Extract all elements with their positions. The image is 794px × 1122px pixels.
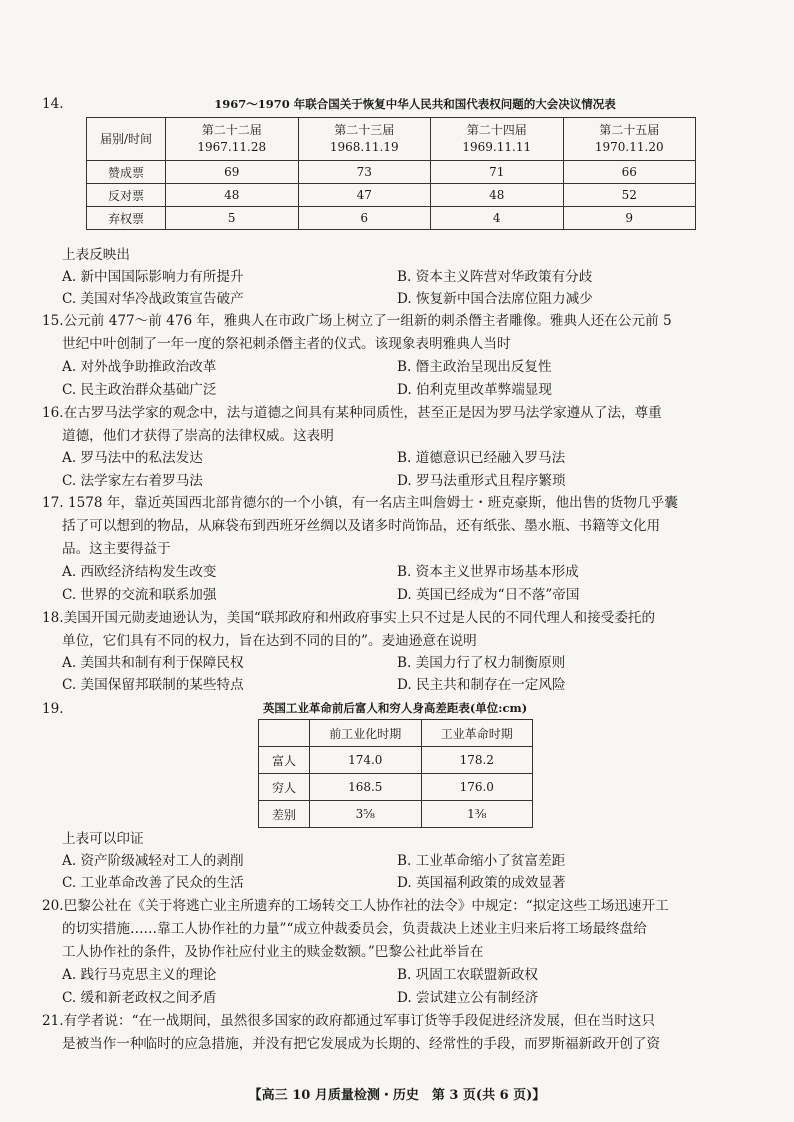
table-cell: 174.0: [310, 747, 422, 774]
table-cell: 48: [166, 184, 299, 207]
q20-line-2: 的切实措施……靠工人协作社的力量”“成立仲裁委员会，负责裁决上述业主归来后将工场最终盘给: [62, 921, 647, 937]
table-cell: 48: [431, 184, 564, 207]
table-cell: 差别: [259, 801, 310, 828]
table-cell: 176.0: [421, 774, 533, 801]
q14-option-a[interactable]: A. 新中国国际影响力有所提升: [62, 269, 244, 285]
page-footer: 【高三 10 月质量检测・历史 第 3 页(共 6 页)】: [248, 1088, 546, 1103]
q15-line-1: 15.公元前 477～前 476 年，雅典人在市政广场上树立了一组新的刺杀僭主者雕像。雅典人还在公元前 5: [42, 313, 672, 329]
q16-option-b[interactable]: B. 道德意识已经融入罗马法: [397, 450, 566, 466]
q18-option-b[interactable]: B. 美国力行了权力制衡原则: [397, 655, 566, 671]
table-row: [259, 774, 533, 801]
table-cell: 47: [298, 184, 431, 207]
table-cell: 1⅜: [421, 801, 533, 828]
table-header-cell: 第二十四届 1969.11.11: [431, 118, 564, 161]
table-row: [87, 184, 696, 207]
q20-option-b[interactable]: B. 巩固工农联盟新政权: [397, 967, 538, 983]
table-row: [259, 801, 533, 828]
table-cell: 178.2: [421, 747, 533, 774]
table-cell: 弃权票: [87, 207, 166, 230]
q14-table-caption: 1967～1970 年联合国关于恢复中华人民共和国代表权问题的大会决议情况表: [214, 97, 616, 111]
q15-line-2: 世纪中叶创制了一年一度的祭祀刺杀僭主者的仪式。该现象表明雅典人当时: [62, 336, 511, 352]
table-cell: 52: [563, 184, 696, 207]
q17-line-1: 17. 1578 年，靠近英国西北部肯德尔的一个小镇，有一名店主叫詹姆士・班克豪斯，他出售的货物几乎囊: [42, 495, 678, 511]
table-cell: 赞成票: [87, 161, 166, 184]
table-cell: 66: [563, 161, 696, 184]
q17-option-b[interactable]: B. 资本主义世界市场基本形成: [397, 564, 579, 580]
q21-line-2: 是被当作一种临时的应急措施，并没有把它发展成为长期的、经常性的手段，而罗斯福新政开创了资: [62, 1036, 661, 1052]
q17-line-2: 括了可以想到的物品，从麻袋布到西班牙丝绸以及诸多时尚饰品，还有纸张、墨水瓶、书籍等文化用: [62, 518, 661, 534]
q19-option-c[interactable]: C. 工业革命改善了民众的生活: [62, 875, 244, 891]
table-cell: 穷人: [259, 774, 310, 801]
table-header-cell: 前工业化时期: [310, 720, 422, 747]
q20-line-1: 20.巴黎公社在《关于将逃亡业主所遗弃的工场转交工人协作社的法令》中规定：“拟定这些工场迅速开工: [42, 898, 669, 914]
table-cell: 9: [563, 207, 696, 230]
table-cell: 168.5: [310, 774, 422, 801]
q20-option-a[interactable]: A. 践行马克思主义的理论: [62, 967, 217, 983]
q18-line-2: 单位，它们具有不同的权力，旨在达到不同的目的”。麦迪逊意在说明: [62, 633, 477, 649]
q19-option-a[interactable]: A. 资产阶级减轻对工人的剥削: [62, 853, 244, 869]
q16-option-a[interactable]: A. 罗马法中的私法发达: [62, 450, 203, 466]
table-cell: 5: [166, 207, 299, 230]
q19-number: 19.: [42, 701, 64, 717]
q15-option-b[interactable]: B. 僭主政治呈现出反复性: [397, 359, 552, 375]
q14-number: 14.: [42, 96, 64, 112]
q17-line-3: 品。这主要得益于: [62, 541, 171, 557]
q19-table-caption: 英国工业革命前后富人和穷人身高差距表(单位:cm): [262, 701, 528, 715]
table-row: [87, 161, 696, 184]
q14-option-b[interactable]: B. 资本主义阵营对华政策有分歧: [397, 269, 593, 285]
table-header-cell: 届别/时间: [87, 118, 166, 161]
q17-option-a[interactable]: A. 西欧经济结构发生改变: [62, 564, 217, 580]
table-cell: 反对票: [87, 184, 166, 207]
table-row: [259, 747, 533, 774]
table-cell: 73: [298, 161, 431, 184]
table-row: [87, 207, 696, 230]
q17-option-d[interactable]: D. 英国已经成为“日不落”帝国: [397, 587, 580, 603]
table-cell: 3⅝: [310, 801, 422, 828]
table-cell: 4: [431, 207, 564, 230]
q19-option-d[interactable]: D. 英国福利政策的成效显著: [397, 875, 566, 891]
table-header-cell: 第二十五届 1970.11.20: [563, 118, 696, 161]
q18-option-a[interactable]: A. 美国共和制有利于保障民权: [62, 655, 244, 671]
table-row: [87, 118, 696, 161]
table-cell: 6: [298, 207, 431, 230]
q14-option-c[interactable]: C. 美国对华冷战政策宣告破产: [62, 291, 244, 307]
q19-option-b[interactable]: B. 工业革命缩小了贫富差距: [397, 853, 566, 869]
q18-option-c[interactable]: C. 美国保留邦联制的某些特点: [62, 677, 244, 693]
q19-stem: 上表可以印证: [62, 831, 144, 847]
table-header-cell: [259, 720, 310, 747]
q15-option-d[interactable]: D. 伯利克里改革弊端显现: [397, 382, 552, 398]
table-header-cell: 第二十三届 1968.11.19: [298, 118, 431, 161]
q14-vote-table: [86, 117, 696, 230]
q17-option-c[interactable]: C. 世界的交流和联系加强: [62, 587, 217, 603]
q16-line-2: 道德，他们才获得了崇高的法律权威。这表明: [62, 428, 334, 444]
q20-line-3: 工人协作社的条件，及协作社应付业主的赎金数额。”巴黎公社此举旨在: [62, 944, 484, 960]
table-row: [259, 720, 533, 747]
q18-line-1: 18.美国开国元勋麦迪逊认为，美国“联邦政府和州政府事实上只不过是人民的不同代理人和接受委托的: [42, 610, 656, 626]
q16-option-c[interactable]: C. 法学家左右着罗马法: [62, 473, 203, 489]
q21-line-1: 21.有学者说：“在一战期间，虽然很多国家的政府都通过军事订货等手段促进经济发展，但在当时这只: [42, 1013, 656, 1029]
q16-line-1: 16.在古罗马法学家的观念中，法与道德之间具有某种同质性，甚至正是因为罗马法学家遵从了法，尊重: [42, 405, 662, 421]
q15-option-a[interactable]: A. 对外战争助推政治改革: [62, 359, 217, 375]
q20-option-d[interactable]: D. 尝试建立公有制经济: [397, 990, 539, 1006]
q20-option-c[interactable]: C. 缓和新老政权之间矛盾: [62, 990, 217, 1006]
q16-option-d[interactable]: D. 罗马法重形式且程序繁琐: [397, 473, 566, 489]
table-header-cell: 工业革命时期: [421, 720, 533, 747]
q14-option-d[interactable]: D. 恢复新中国合法席位阻力减少: [397, 291, 593, 307]
q18-option-d[interactable]: D. 民主共和制存在一定风险: [397, 677, 566, 693]
q19-height-table: [258, 719, 533, 828]
table-cell: 71: [431, 161, 564, 184]
table-cell: 富人: [259, 747, 310, 774]
table-header-cell: 第二十二届 1967.11.28: [166, 118, 299, 161]
table-cell: 69: [166, 161, 299, 184]
q15-option-c[interactable]: C. 民主政治群众基础广泛: [62, 382, 217, 398]
q14-stem: 上表反映出: [62, 247, 130, 263]
